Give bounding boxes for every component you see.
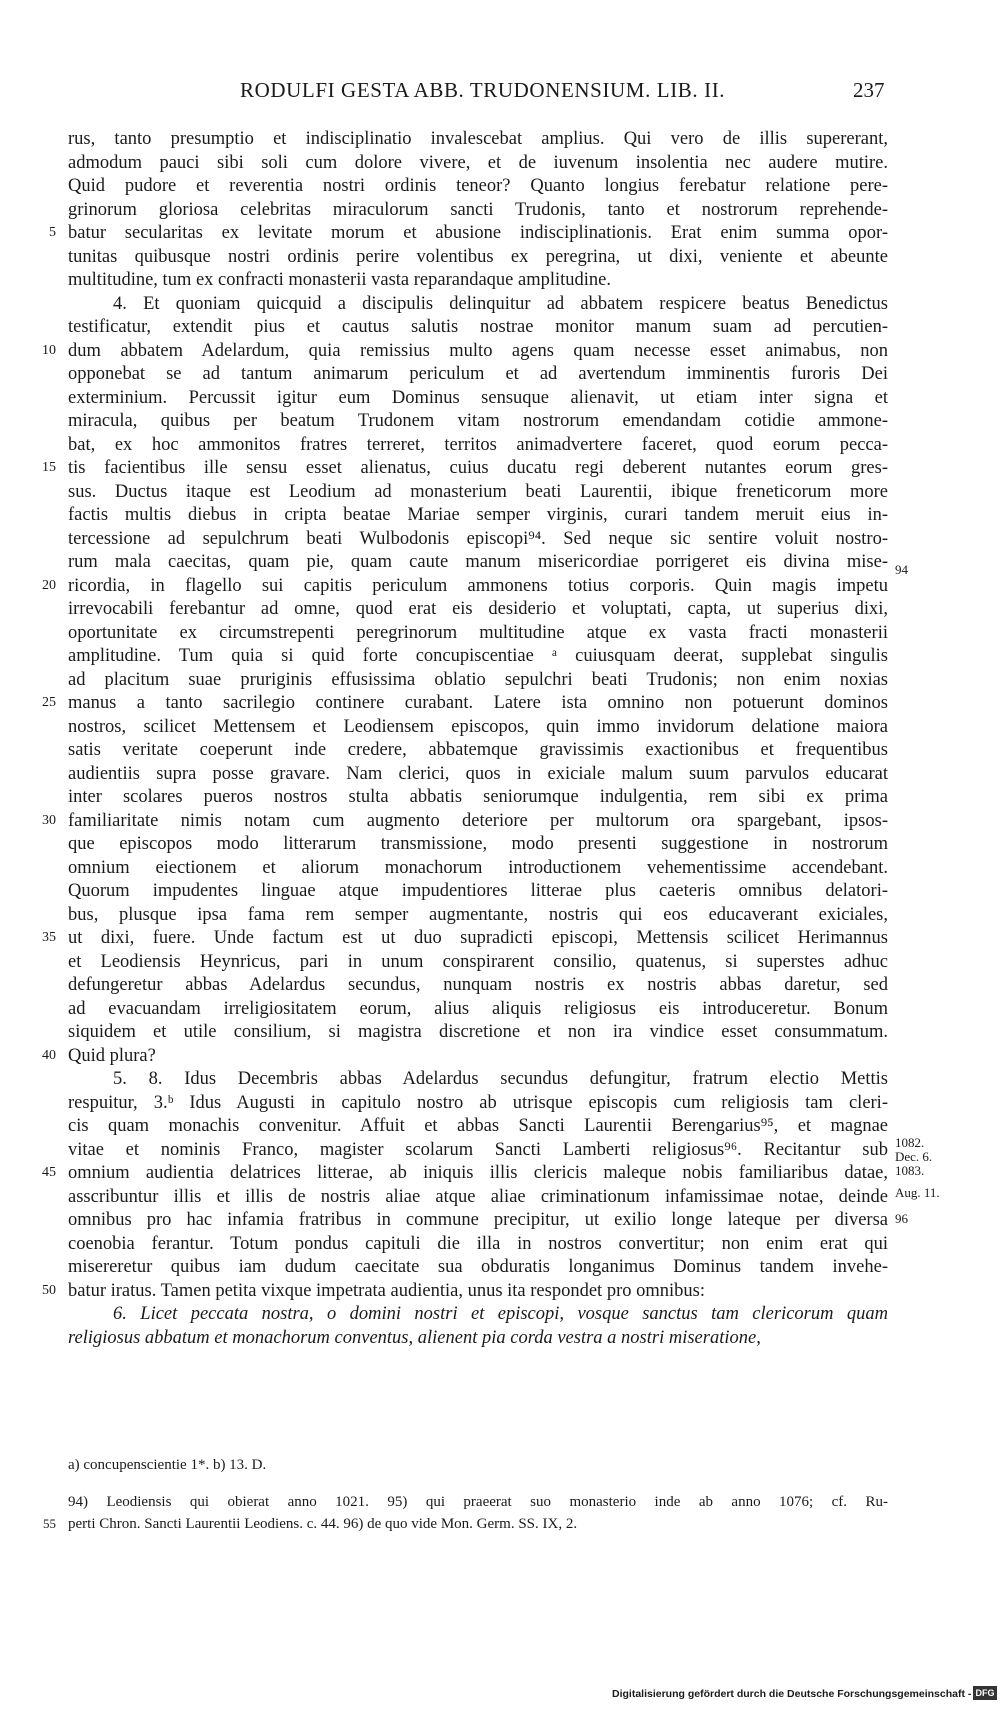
line-number: 50 bbox=[42, 1283, 56, 1298]
text-line: manus a tanto sacrilegio continere curabant. Latere ista omnino non potuerunt dominos bbox=[68, 693, 888, 713]
digitization-credit: Digitalisierung gefördert durch die Deutsche Forschungsgemeinschaft - bbox=[612, 1688, 972, 1700]
text-line: tunitas quibusque nostri ordinis perire volentibus ex peregrina, ut dixi, veniente et abeunte bbox=[68, 247, 888, 267]
line-number: 10 bbox=[42, 343, 56, 358]
text-line: audientiis supra posse gravare. Nam clerici, quos in exiciale malum suum parvulos educarat bbox=[68, 764, 888, 784]
footnote-line: perti Chron. Sancti Laurentii Leodiens. c. 44. 96) de quo vide Mon. Germ. SS. IX, 2. bbox=[68, 1516, 578, 1532]
text-line: irrevocabili ferebantur ad omne, quod erat eis desiderio et voluptati, capta, ut superius dixi, bbox=[68, 599, 888, 619]
margin-note-date-dec: Dec. 6. bbox=[895, 1149, 933, 1164]
text-line: misereretur quibus iam dudum caecitate sua obduratis longanimus Dominus tandem invehe- bbox=[68, 1257, 888, 1277]
text-line: omnibus pro hac infamia fratribus in commune precipitur, ut exilio longe lateque per diversa bbox=[68, 1210, 888, 1230]
text-line: bus, plusque ipsa fama rem semper augmentante, nostris qui eos educaverant exiciales, bbox=[68, 905, 888, 925]
margin-note-year-2: 1083. bbox=[895, 1163, 925, 1178]
line-number: 15 bbox=[42, 460, 56, 475]
text-line: familiaritate nimis notam cum augmento deteriore per multorum ora spargebant, ipsos- bbox=[68, 811, 888, 831]
line-number: 25 bbox=[42, 695, 56, 710]
running-title: RODULFI GESTA ABB. TRUDONENSIUM. LIB. II. bbox=[240, 78, 726, 102]
text-line: et Leodiensis Heynricus, pari in unum conspirarent consilio, quatenus, si superstes adhuc bbox=[68, 952, 888, 972]
line-number: 30 bbox=[42, 813, 56, 828]
text-line: factis multis diebus in cripta beatae Mariae semper virginis, curari tandem meruit eius in- bbox=[68, 505, 888, 525]
text-line: batur iratus. Tamen petita vixque impetrata audientia, unus ita respondet pro omnibus: bbox=[68, 1281, 705, 1301]
line-number: 20 bbox=[42, 578, 56, 593]
text-line: respuitur, 3.ᵇ Idus Augusti in capitulo nostro ab utrisque episcopis cum religiosis tam cleri- bbox=[68, 1093, 888, 1113]
text-line: testificatur, extendit pius et cautus salutis nostrae monitor manum suam ad percutien- bbox=[68, 317, 888, 337]
text-line: Quid pudore et reverentia nostri ordinis teneor? Quanto longius ferebatur relatione pere- bbox=[68, 176, 888, 196]
text-line: que episcopos modo litterarum transmissione, modo presenti suggestione in nostrorum bbox=[68, 834, 888, 854]
text-line: vitae et nominis Franco, magister scolarum Sancti Lamberti religiosus⁹⁶. Recitantur sub bbox=[68, 1140, 888, 1160]
text-line: 5. 8. Idus Decembris abbas Adelardus secundus defungitur, fratrum electio Mettis bbox=[113, 1069, 888, 1089]
text-line: admodum pauci sibi soli cum dolore vivere, et de iuvenum insolentia nec audere mutire. bbox=[68, 153, 888, 173]
text-line: Quid plura? bbox=[68, 1046, 156, 1066]
text-line: siquidem et utile consilium, si magistra discretione et non ira vindice esset consummatum. bbox=[68, 1022, 888, 1042]
text-line: omnium eiectionem et aliorum monachorum introductionem vehementissime accendebant. bbox=[68, 858, 888, 878]
text-line: bat, ex hoc ammonitos fratres terreret, territos animadvertere faceret, quod eorum pecca- bbox=[68, 435, 888, 455]
text-line: rum mala caecitas, quam pie, quam caute manum misericordiae porrigeret eis divina mise- bbox=[68, 552, 888, 572]
footnote-line-number: 55 bbox=[43, 1516, 56, 1531]
text-line: nostros, scilicet Mettensem et Leodiensem episcopos, quin immo invidorum delatione maiora bbox=[68, 717, 888, 737]
text-line: rus, tanto presumptio et indisciplinatio invalescebat amplius. Qui vero de illis supererant, bbox=[68, 129, 888, 149]
text-line: 6. Licet peccata nostra, o domini nostri et episcopi, vosque sanctus tam clericorum quam bbox=[113, 1304, 888, 1324]
margin-note-date-aug: Aug. 11. bbox=[895, 1185, 940, 1200]
text-line: satis veritate coeperunt inde credere, abbatemque gravissimis exactionibus et frequentibus bbox=[68, 740, 888, 760]
text-line: tercessione ad sepulchrum beati Wulbodonis episcopi⁹⁴. Sed neque sic sentire voluit nostro- bbox=[68, 529, 888, 549]
text-line: ad evacuandam irreligiositatem eorum, alius aliquis religiosus eis introduceretur. Bonum bbox=[68, 999, 888, 1019]
text-line: religiosus abbatum et monachorum conventus, alienent pia corda vestra a nostri miseratione, bbox=[68, 1328, 761, 1348]
text-line: exterminium. Percussit igitur eum Dominus sensuque alienavit, ut etiam inter signa et bbox=[68, 388, 888, 408]
text-line: Quorum impudentes linguae atque impudentiores litterae plus caeteris omnibus delatori- bbox=[68, 881, 888, 901]
text-line: dum abbatem Adelardum, quia remissius multo agens quam necesse esset animabus, non bbox=[68, 341, 888, 361]
text-line: ut dixi, fuere. Unde factum est ut duo supradicti episcopi, Mettensis scilicet Herimannus bbox=[68, 928, 888, 948]
line-number: 40 bbox=[42, 1048, 56, 1063]
text-line: miracula, quibus per beatum Trudonem vitam nostrorum emendandam cotidie ammone- bbox=[68, 411, 888, 431]
text-line: batur secularitas ex levitate morum et abusione indisciplinationis. Erat enim summa opor- bbox=[68, 223, 888, 243]
text-line: amplitudine. Tum quia si quid forte concupiscentiae ᵃ cuiusquam deerat, supplebat singulis bbox=[68, 646, 888, 666]
running-header bbox=[0, 72, 1000, 112]
text-line: multitudine, tum ex confracti monasterii vasta reparandaque amplitudine. bbox=[68, 270, 612, 290]
text-line: defungeretur abbas Adelardus secundus, nunquam nostris ex nostris abbas daretur, sed bbox=[68, 975, 888, 995]
text-line: 4. Et quoniam quicquid a discipulis delinquitur ad abbatem respicere beatus Benedictus bbox=[113, 294, 888, 314]
text-line: tis facientibus ille sensu esset alienatus, cuius ducatu regi deberent nutantes eorum gres- bbox=[68, 458, 888, 478]
margin-note-year: 1082. bbox=[895, 1135, 925, 1150]
dfg-logo: DFG bbox=[973, 1686, 997, 1700]
line-number: 5 bbox=[49, 225, 56, 240]
critical-apparatus: a) concupenscientie 1*. b) 13. D. bbox=[68, 1457, 267, 1473]
text-line: sus. Ductus itaque est Leodium ad monasterium beati Laurentii, ibique freneticorum more bbox=[68, 482, 888, 502]
text-line: inter scolares pueros nostros stulta abbatis seniorumque indulgentia, rem sibi ex prima bbox=[68, 787, 888, 807]
text-line: coenobia ferantur. Totum pondus capituli die illa in nostros convertitur; non enim erat qui bbox=[68, 1234, 888, 1254]
text-line: omnium audientia delatrices litterae, ab iniquis illis clericis maleque nobis familiaribus datae, bbox=[68, 1163, 888, 1183]
page-number: 237 bbox=[853, 78, 885, 102]
margin-note-ref-94: 94 bbox=[895, 562, 908, 577]
text-line: ricordia, in flagello sui capitis periculum ammonens totius corporis. Quin magis impetu bbox=[68, 576, 888, 596]
text-line: ad placitum suae pruriginis effusissima oblatio sepulchri beati Trudonis; non enim noxias bbox=[68, 670, 888, 690]
text-line: opponebat se ad tantum animarum periculum et ad avertendum imminentis furoris Dei bbox=[68, 364, 888, 384]
text-line: oportunitate ex circumstrepenti peregrinorum multitudine atque ex vasta fracti monasterii bbox=[68, 623, 888, 643]
footnote-line: 94) Leodiensis qui obierat anno 1021. 95) qui praeerat suo monasterio inde ab anno 1076; cf. Ru- bbox=[68, 1494, 888, 1510]
text-line: cis quam monachis convenitur. Affuit et abbas Sancti Laurentii Berengarius⁹⁵, et magnae bbox=[68, 1116, 888, 1136]
line-number: 45 bbox=[42, 1165, 56, 1180]
text-line: asscribuntur illis et illis de nostris aliae atque aliae criminationum infamissimae notae, deinde bbox=[68, 1187, 888, 1207]
line-number: 35 bbox=[42, 930, 56, 945]
margin-note-ref-96: 96 bbox=[895, 1211, 908, 1226]
text-line: grinorum gloriosa celebritas miraculorum sancti Trudonis, tanto et nostrorum reprehende- bbox=[68, 200, 888, 220]
